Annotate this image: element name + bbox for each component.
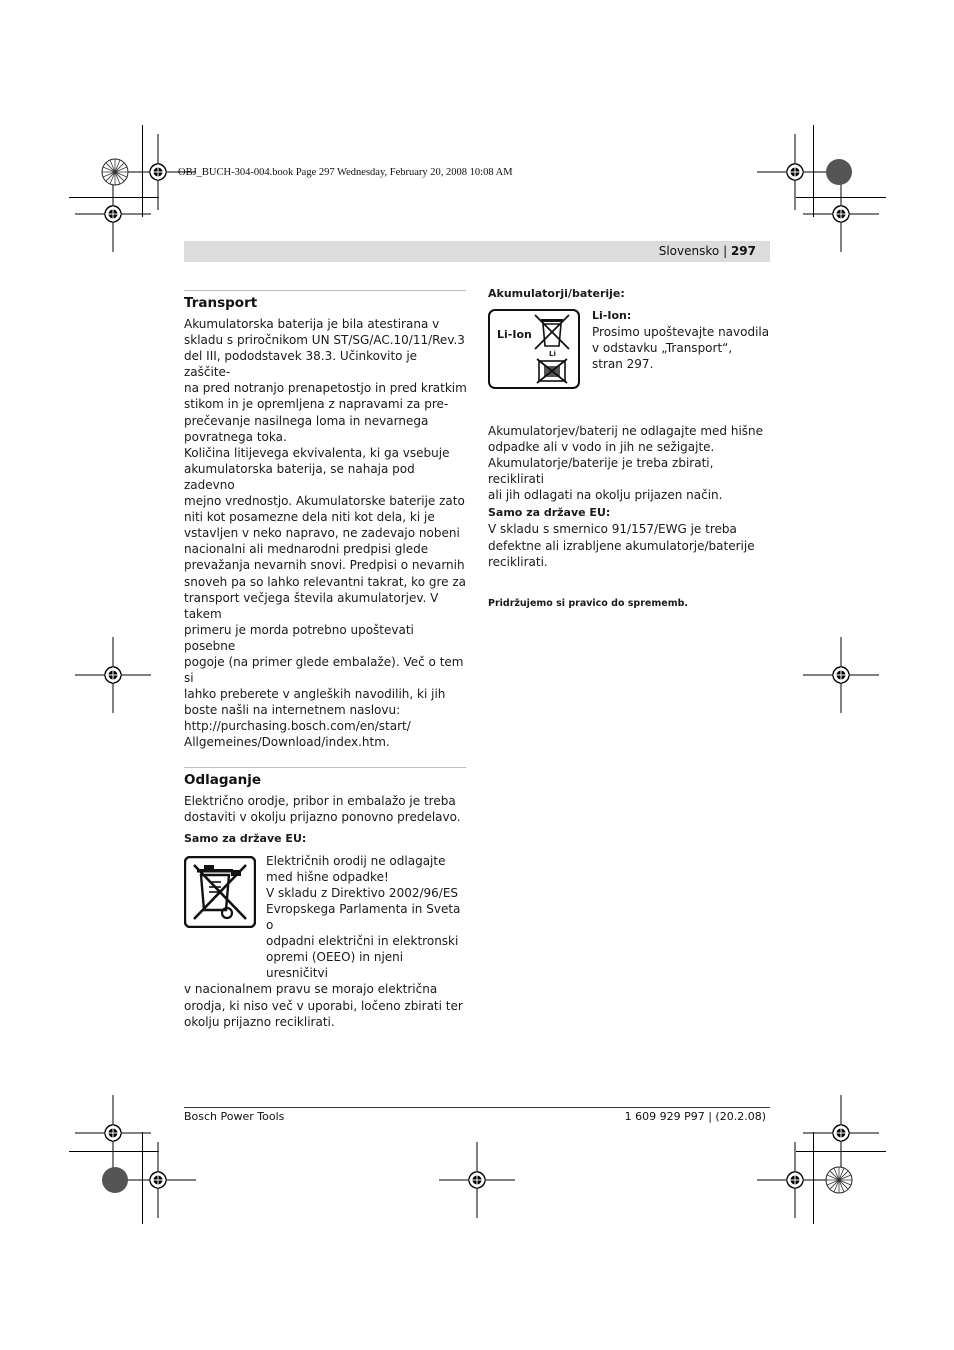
li-ion-block xyxy=(488,309,772,389)
footer-doc-number: 1 609 929 P97 | (20.2.08) xyxy=(624,1110,766,1123)
header-separator: | xyxy=(723,244,728,258)
transport-heading: Transport xyxy=(184,295,258,311)
left-column xyxy=(184,290,467,1030)
right-column xyxy=(488,286,772,612)
header-language: Slovensko xyxy=(658,244,720,258)
section-divider xyxy=(184,290,466,291)
disposal-intro: Električno orodje, pribor in embalažo je treba dostaviti v okolju prijazno ponovno predelavo. xyxy=(184,793,461,824)
page-header xyxy=(184,241,770,262)
disposal-heading: Odlaganje xyxy=(184,771,262,788)
battery-disposal-text: Akumulatorjev/baterij ne odlagajte med hišne odpadke ali v vodo in jih ne sežigajte. Akumulatorje/baterije je treba zbirati, reciklirati ali jih odlagati na okolju prijazen način. xyxy=(488,424,764,503)
print-info: OBJ_BUCH-304-004.book Page 297 Wednesday, February 20, 2008 10:08 AM xyxy=(178,167,513,178)
footer-brand: Bosch Power Tools xyxy=(184,1110,285,1123)
battery-bin-graphic xyxy=(488,309,580,389)
battery-eu-heading: Samo za države EU: xyxy=(488,506,611,520)
page-number: 297 xyxy=(730,244,756,258)
li-icon-sublabel: Li xyxy=(549,350,556,358)
li-ion-icon-label: Li-Ion xyxy=(497,328,532,341)
section-divider xyxy=(184,767,466,768)
weee-block xyxy=(184,853,467,982)
battery-recycling-icon xyxy=(488,309,580,389)
eu-only-heading: Samo za države EU: xyxy=(184,831,307,845)
transport-text: Akumulatorska baterija je bila atestirana v skladu s priročnikom UN ST/SG/AC.10/11/Rev.3 del III, pododstavek 38.3. Učinkovito je zaščite- na pred notranjo prenapetostjo in pred kratkim stikom in je opremljena z napravami za pre- prečevanje nasilnega loma in nevarnega povratnega toka. Količina litijevega ekvivalenta, ki ga vsebuje akumulatorska baterija, se nahaja pod zadevno mejno vrednostjo. Akumulatorske baterije zato niti kot posamezne dela niti kot dela, ki je vstavljen v neko napravo, ne zadevajo nobeni nacionalni ali mednarodni predpisi glede prevažanja nevarnih snovi. Predpisi o nevarnih snoveh pa so lahko relevantni takrat, ko gre za transport večjega števila akumulatorjev. V takem primeru je morda potrebno upoštevati posebne pogoje (na primer glede embalaže). Več o tem si lahko preberete v angleških navodilih, ki jih boste našli na internetnem naslovu: http://purchasing.bosch.com/en/start/ Allgemeines/Download/index.htm. xyxy=(184,317,467,750)
weee-text: Električnih orodij ne odlagajte med hišne odpadke! V skladu z Direktivo 2002/96/ES Evropskega Parlamenta in Sveta o odpadni električni in elektronski opremi (OEEO) in njeni uresničitvi xyxy=(266,853,461,981)
weee-text-continued: v nacionalnem pravu se morajo električna orodja, ki niso več v uporabi, ločeno zbirati ter okolju prijazno reciklirati. xyxy=(184,982,463,1029)
li-ion-heading: Li-Ion: xyxy=(592,309,632,322)
li-ion-note xyxy=(592,309,769,372)
footer-rule xyxy=(184,1107,770,1108)
crossed-bin-icon xyxy=(184,856,256,928)
li-ion-text: Prosimo upoštevajte navodila v odstavku „Transport“, stran 297. xyxy=(592,325,770,372)
reserve-note: Pridržujemo si pravico do sprememb. xyxy=(488,597,689,609)
batteries-heading: Akumulatorji/baterije: xyxy=(488,287,625,300)
header-text xyxy=(659,244,756,258)
battery-eu-text: V skladu s smernico 91/157/EWG je treba defektne ali izrabljene akumulatorje/baterije reciklirati. xyxy=(488,522,755,569)
